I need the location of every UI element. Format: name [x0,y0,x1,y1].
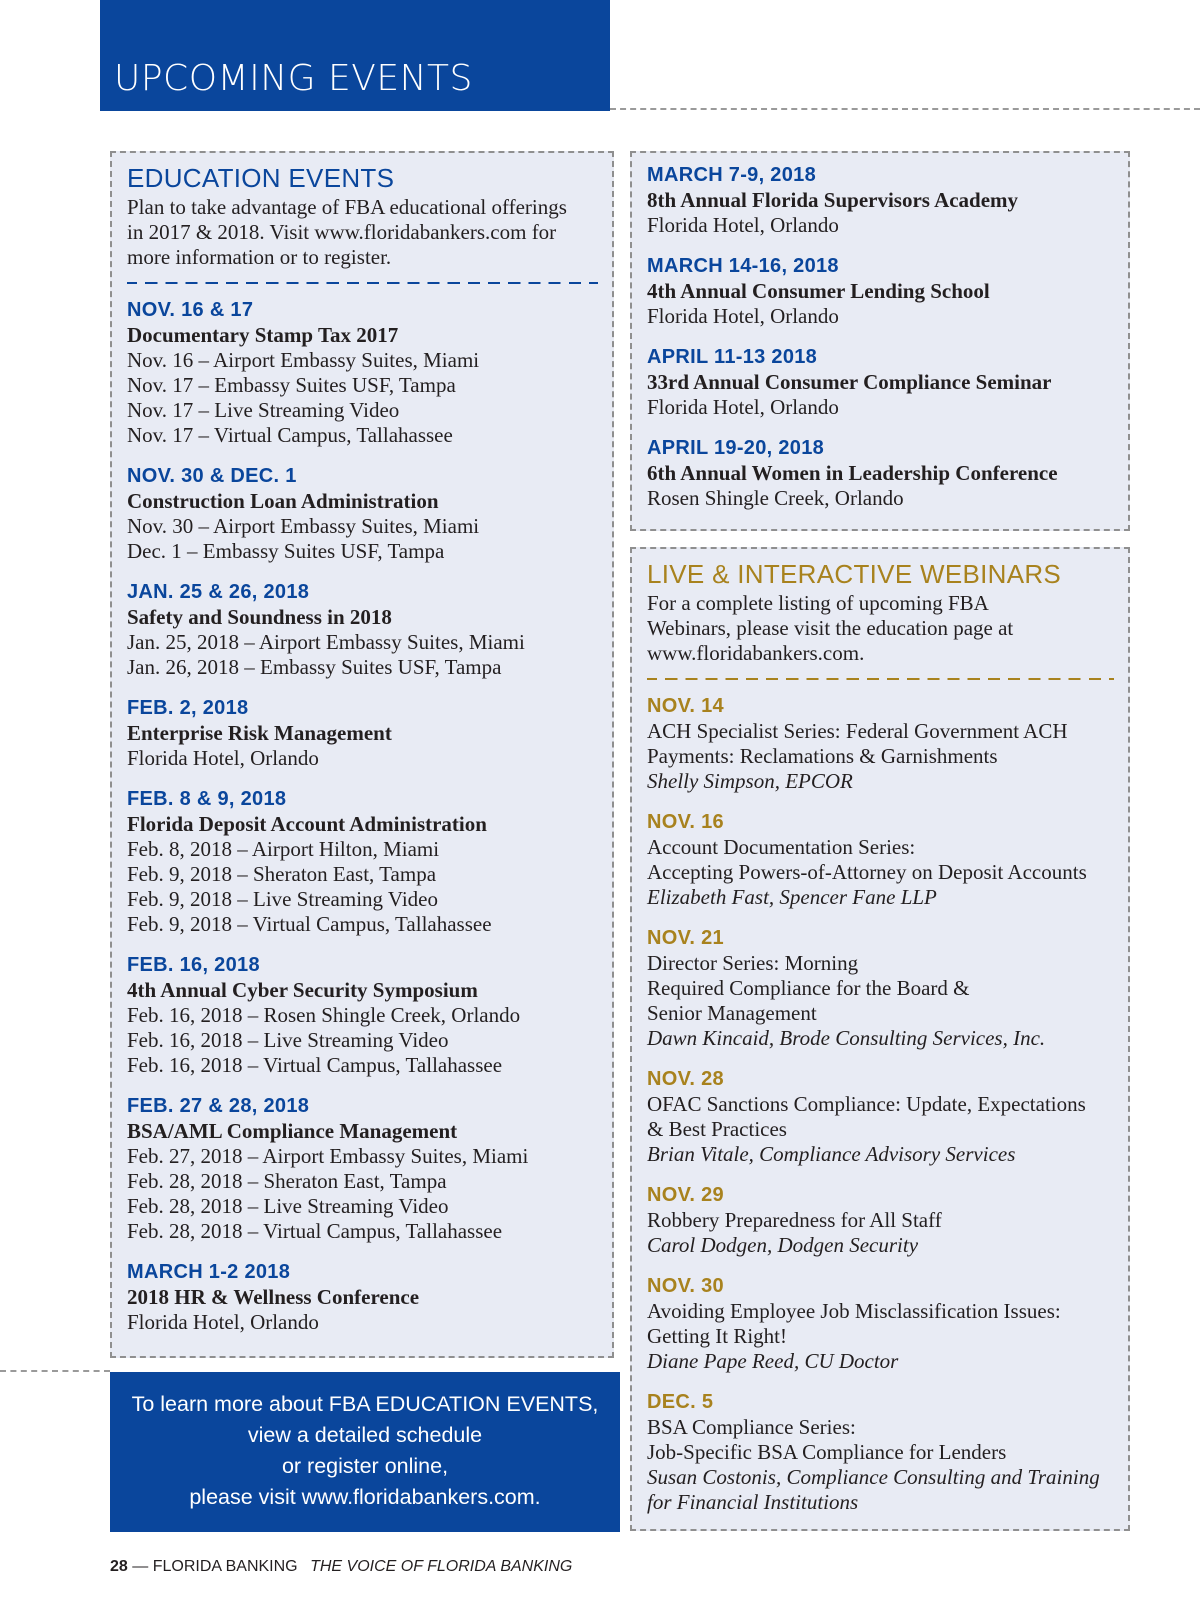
webinar-title-line: ACH Specialist Series: Federal Government ACH [647,719,1068,743]
event-title: 6th Annual Women in Leadership Conference [647,461,1058,485]
footer-separator: — [132,1558,149,1575]
event-location: Florida Hotel, Orlando [647,395,839,419]
education-cta-box [110,1372,620,1532]
intro-line: Plan to take advantage of FBA educational offerings [127,195,567,219]
event-location: Feb. 28, 2018 – Virtual Campus, Tallahassee [127,1219,503,1243]
event-location: Feb. 28, 2018 – Live Streaming Video [127,1194,449,1218]
webinar-date: NOV. 28 [647,1068,724,1090]
event-location: Feb. 16, 2018 – Virtual Campus, Tallahassee [127,1053,503,1077]
webinar-speaker: for Financial Institutions [647,1490,859,1514]
event-item [127,953,598,1078]
page-number: 28 [110,1558,128,1575]
event-location: Feb. 28, 2018 – Sheraton East, Tampa [127,1169,447,1193]
event-location: Feb. 8, 2018 – Airport Hilton, Miami [127,837,440,861]
event-location: Feb. 9, 2018 – Live Streaming Video [127,887,438,911]
event-date: APRIL 11-13 2018 [647,346,818,368]
webinar-date: NOV. 29 [647,1184,724,1206]
webinars-panel [630,547,1130,1531]
education-events-heading: EDUCATION EVENTS [127,163,395,193]
event-date: NOV. 30 & DEC. 1 [127,465,297,487]
webinars-intro [647,591,1114,666]
webinar-speaker: Elizabeth Fast, Spencer Fane LLP [647,885,937,909]
left-divider [0,1370,110,1372]
webinar-speaker: Brian Vitale, Compliance Advisory Services [647,1142,1016,1166]
webinar-item [647,810,1114,910]
publication-tagline: THE VOICE OF FLORIDA BANKING [310,1558,573,1575]
event-item [647,345,1114,420]
webinar-title-line: Director Series: Morning [647,951,859,975]
event-location: Nov. 17 – Virtual Campus, Tallahassee [127,423,453,447]
page-footer [110,1558,572,1576]
webinar-title-line: Getting It Right! [647,1324,787,1348]
event-item [647,163,1114,238]
webinar-date: NOV. 30 [647,1275,724,1297]
event-date: APRIL 19-20, 2018 [647,437,825,459]
event-item [127,298,598,448]
event-title: 4th Annual Consumer Lending School [647,279,990,303]
event-title: 33rd Annual Consumer Compliance Seminar [647,370,1052,394]
top-divider [610,108,1200,110]
event-title: Documentary Stamp Tax 2017 [127,323,399,347]
webinar-item [647,1067,1114,1167]
webinar-date: NOV. 21 [647,927,724,949]
event-date: MARCH 1-2 2018 [127,1261,291,1283]
event-title: Construction Loan Administration [127,489,439,513]
education-intro [127,195,598,270]
event-location: Florida Hotel, Orlando [647,304,839,328]
event-item [127,696,598,771]
webinar-item [647,1390,1114,1515]
webinar-item [647,1183,1114,1258]
webinar-title-line: OFAC Sanctions Compliance: Update, Expectations [647,1092,1086,1116]
webinar-speaker: Carol Dodgen, Dodgen Security [647,1233,919,1257]
cta-line: or register online, [281,1454,449,1478]
publication-name: FLORIDA BANKING [152,1558,298,1575]
webinar-date: DEC. 5 [647,1391,714,1413]
webinar-speaker: Shelly Simpson, EPCOR [647,769,853,793]
event-title: BSA/AML Compliance Management [127,1119,458,1143]
webinar-speaker: Diane Pape Reed, CU Doctor [647,1349,899,1373]
education-event-list [127,298,598,1335]
webinar-item [647,694,1114,794]
event-title: 2018 HR & Wellness Conference [127,1285,420,1309]
webinar-title-line: Senior Management [647,1001,817,1025]
event-location: Jan. 26, 2018 – Embassy Suites USF, Tampa [127,655,502,679]
intro-line: more information or to register. [127,245,392,269]
webinar-title-line: Job-Specific BSA Compliance for Lenders [647,1440,1007,1464]
webinar-item [647,926,1114,1051]
webinar-speaker: Susan Costonis, Compliance Consulting and Training [647,1465,1100,1489]
event-location: Feb. 9, 2018 – Sheraton East, Tampa [127,862,437,886]
event-location: Feb. 27, 2018 – Airport Embassy Suites, Miami [127,1144,529,1168]
event-location: Jan. 25, 2018 – Airport Embassy Suites, Miami [127,630,525,654]
page-title: UPCOMING EVENTS [114,58,473,99]
cta-line: view a detailed schedule [247,1423,483,1447]
webinar-title-line: Avoiding Employee Job Misclassification Issues: [647,1299,1061,1323]
event-title: Florida Deposit Account Administration [127,812,487,836]
spring-events-panel [630,151,1130,531]
event-item [127,787,598,937]
cta-line: To learn more about FBA EDUCATION EVENTS, [131,1392,599,1416]
event-item [127,580,598,680]
event-location: Dec. 1 – Embassy Suites USF, Tampa [127,539,445,563]
event-title: Enterprise Risk Management [127,721,392,745]
cta-line: please visit www.floridabankers.com. [189,1485,541,1509]
event-location: Feb. 16, 2018 – Live Streaming Video [127,1028,449,1052]
event-location: Florida Hotel, Orlando [127,746,319,770]
header-banner [100,0,610,111]
event-date: FEB. 16, 2018 [127,954,260,976]
event-date: FEB. 27 & 28, 2018 [127,1095,310,1117]
webinar-speaker: Dawn Kincaid, Brode Consulting Services, Inc. [647,1026,1046,1050]
webinar-title-line: Required Compliance for the Board & [647,976,970,1000]
section-divider [647,678,1114,680]
webinars-heading: LIVE & INTERACTIVE WEBINARS [647,559,1062,589]
event-item [647,436,1114,511]
webinar-date: NOV. 16 [647,811,724,833]
event-item [127,1094,598,1244]
webinar-title-line: Payments: Reclamations & Garnishments [647,744,998,768]
webinar-list [647,694,1114,1515]
webinar-title-line: BSA Compliance Series: [647,1415,856,1439]
event-item [127,464,598,564]
section-divider [127,282,598,284]
event-location: Rosen Shingle Creek, Orlando [647,486,904,510]
webinar-title-line: Account Documentation Series: [647,835,916,859]
event-item [127,1260,598,1335]
webinar-title-line: Robbery Preparedness for All Staff [647,1208,942,1232]
event-date: FEB. 8 & 9, 2018 [127,788,287,810]
event-title: 8th Annual Florida Supervisors Academy [647,188,1019,212]
event-date: FEB. 2, 2018 [127,697,249,719]
intro-line: www.floridabankers.com. [647,641,865,665]
intro-line: Webinars, please visit the education page at [647,616,1014,640]
event-location: Nov. 30 – Airport Embassy Suites, Miami [127,514,480,538]
intro-line: For a complete listing of upcoming FBA [647,591,989,615]
education-events-panel [110,151,614,1358]
event-date: MARCH 7-9, 2018 [647,164,817,186]
event-location: Florida Hotel, Orlando [647,213,839,237]
event-location: Florida Hotel, Orlando [127,1310,319,1334]
webinar-date: NOV. 14 [647,695,724,717]
intro-line: in 2017 & 2018. Visit www.floridabankers.com for [127,220,557,244]
webinar-title-line: & Best Practices [647,1117,787,1141]
event-date: NOV. 16 & 17 [127,299,254,321]
event-item [647,254,1114,329]
webinar-title-line: Accepting Powers-of-Attorney on Deposit Accounts [647,860,1087,884]
event-location: Feb. 16, 2018 – Rosen Shingle Creek, Orlando [127,1003,521,1027]
event-location: Feb. 9, 2018 – Virtual Campus, Tallahassee [127,912,492,936]
spring-event-list [647,163,1114,511]
event-title: 4th Annual Cyber Security Symposium [127,978,478,1002]
event-location: Nov. 17 – Live Streaming Video [127,398,400,422]
event-location: Nov. 16 – Airport Embassy Suites, Miami [127,348,480,372]
event-date: MARCH 14-16, 2018 [647,255,839,277]
webinar-item [647,1274,1114,1374]
event-date: JAN. 25 & 26, 2018 [127,581,310,603]
event-title: Safety and Soundness in 2018 [127,605,392,629]
event-location: Nov. 17 – Embassy Suites USF, Tampa [127,373,456,397]
